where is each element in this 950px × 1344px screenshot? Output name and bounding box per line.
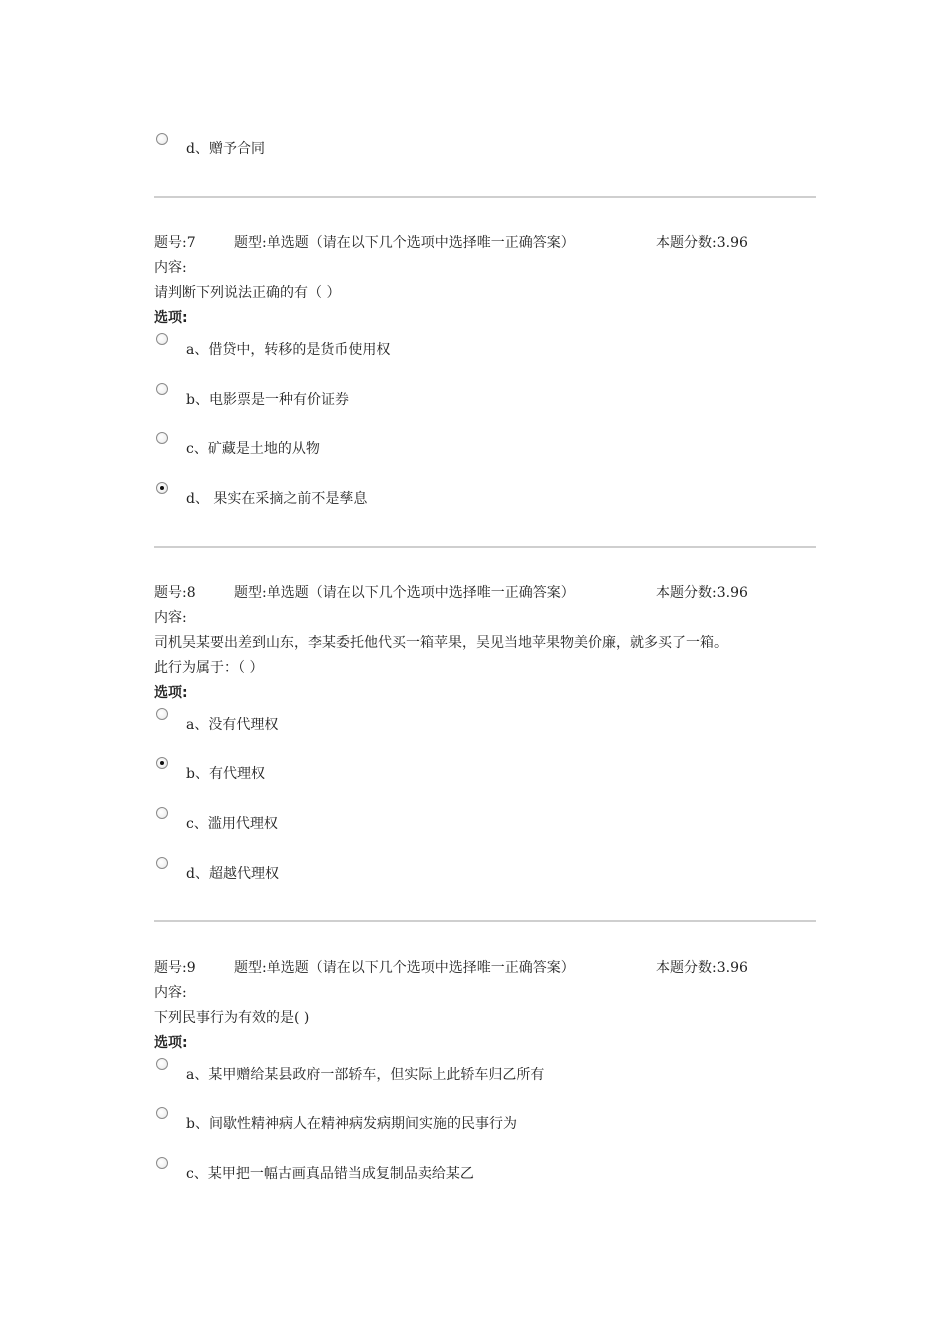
q8-option-b: b、有代理权 <box>186 766 265 782</box>
q9-score: 本题分数:3.96 <box>656 960 748 976</box>
q9-options-label: 选项: <box>154 1035 188 1051</box>
q9-number: 题号:9 <box>154 960 196 976</box>
q9-content-label: 内容: <box>154 985 187 1001</box>
divider-2 <box>154 546 816 548</box>
q8-options-label: 选项: <box>154 685 188 701</box>
q8-type: 题型:单选题（请在以下几个选项中选择唯一正确答案） <box>234 585 575 601</box>
q9-radio-c[interactable] <box>156 1157 168 1169</box>
q9-option-a: a、某甲赠给某县政府一部轿车，但实际上此轿车归乙所有 <box>186 1067 545 1083</box>
q9-content: 下列民事行为有效的是( ) <box>154 1010 310 1026</box>
q8-radio-c[interactable] <box>156 807 168 819</box>
q7-options-label: 选项: <box>154 310 188 326</box>
q7-option-a: a、借贷中，转移的是货币使用权 <box>186 342 391 358</box>
radio-prev-d[interactable] <box>156 133 168 145</box>
q8-content-label: 内容: <box>154 610 187 626</box>
q7-score: 本题分数:3.96 <box>656 235 748 251</box>
q8-radio-b[interactable] <box>156 757 168 769</box>
q7-radio-a[interactable] <box>156 333 168 345</box>
divider-3 <box>154 920 816 922</box>
q8-option-d: d、超越代理权 <box>186 866 279 882</box>
q7-content: 请判断下列说法正确的有（ ） <box>154 285 341 301</box>
q7-option-b: b、电影票是一种有价证券 <box>186 392 349 408</box>
q9-radio-b[interactable] <box>156 1107 168 1119</box>
q7-option-d: d、 果实在采摘之前不是孳息 <box>186 491 368 507</box>
q7-content-label: 内容: <box>154 260 187 276</box>
q8-option-a: a、没有代理权 <box>186 717 279 733</box>
option-prev-d: d、赠予合同 <box>186 141 265 157</box>
q7-radio-b[interactable] <box>156 383 168 395</box>
q9-option-c: c、某甲把一幅古画真品错当成复制品卖给某乙 <box>186 1166 474 1182</box>
q8-score: 本题分数:3.96 <box>656 585 748 601</box>
q8-option-c: c、滥用代理权 <box>186 816 278 832</box>
q9-radio-a[interactable] <box>156 1058 168 1070</box>
q7-number: 题号:7 <box>154 235 196 251</box>
q7-radio-d[interactable] <box>156 482 168 494</box>
q8-radio-d[interactable] <box>156 857 168 869</box>
q9-type: 题型:单选题（请在以下几个选项中选择唯一正确答案） <box>234 960 575 976</box>
q7-radio-c[interactable] <box>156 432 168 444</box>
divider-1 <box>154 196 816 198</box>
q8-content-line2: 此行为属于：（ ） <box>154 660 264 676</box>
q8-number: 题号:8 <box>154 585 196 601</box>
q7-type: 题型:单选题（请在以下几个选项中选择唯一正确答案） <box>234 235 575 251</box>
q8-radio-a[interactable] <box>156 708 168 720</box>
q7-option-c: c、矿藏是土地的从物 <box>186 441 320 457</box>
q9-option-b: b、间歇性精神病人在精神病发病期间实施的民事行为 <box>186 1116 517 1132</box>
q8-content-line1: 司机吴某要出差到山东，李某委托他代买一箱苹果，吴见当地苹果物美价廉，就多买了一箱。 <box>154 635 728 651</box>
